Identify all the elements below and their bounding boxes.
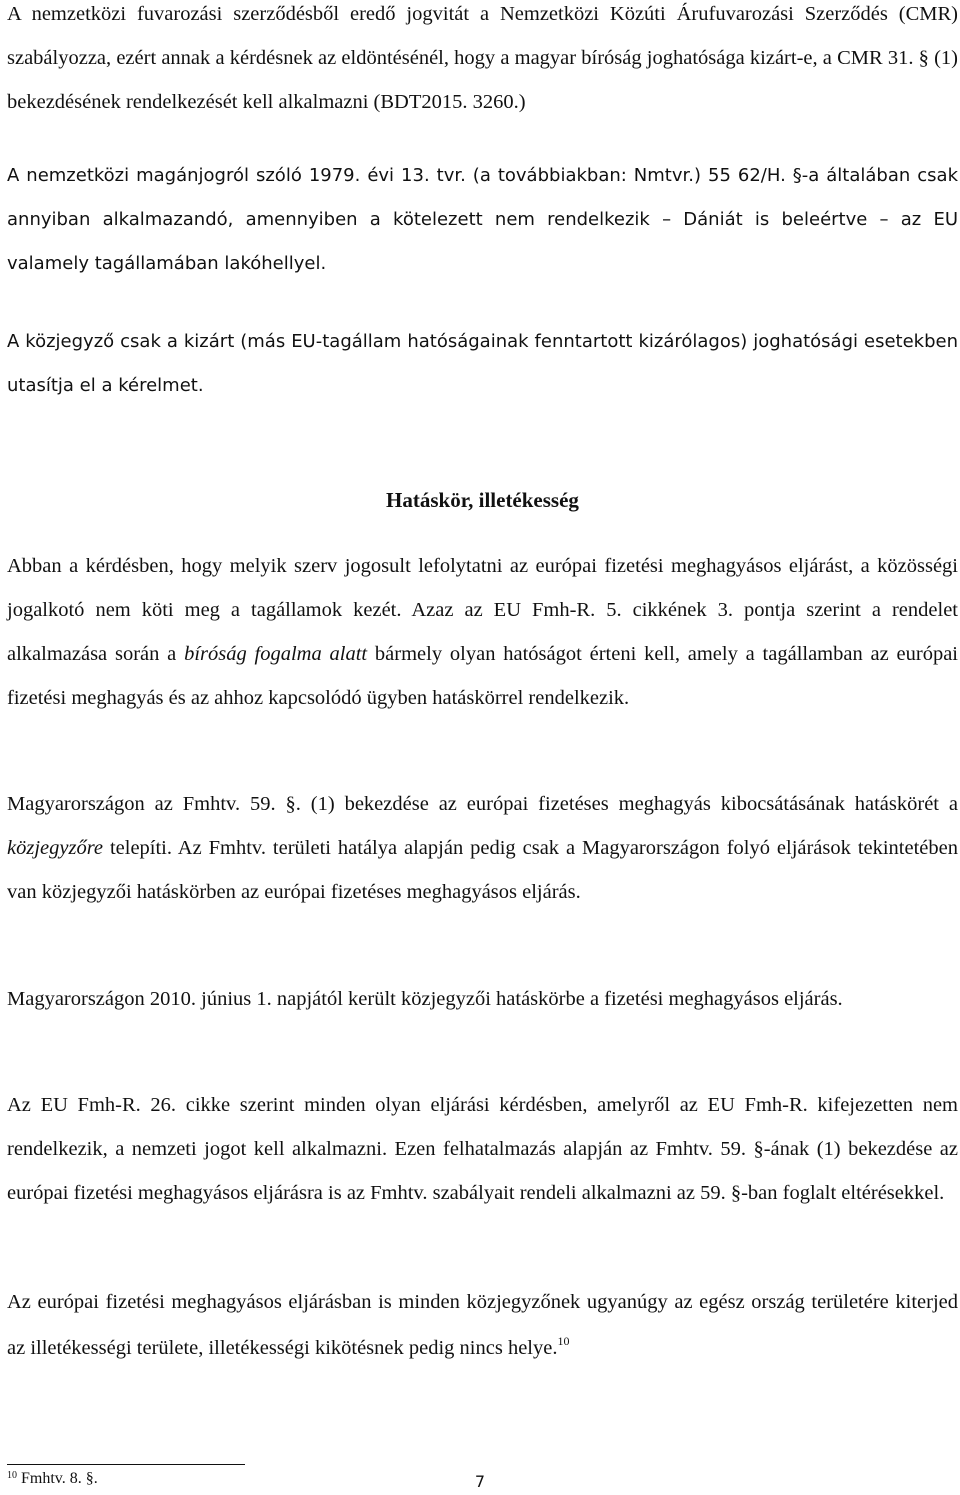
paragraph-fmhtv-text-1: Magyarországon az Fmhtv. 59. §. (1) bekezdése az európai fizetéses meghagyás kibocsátásának hatáskörét a (7, 793, 958, 815)
paragraph-hataskor-italic: bíróság fogalma alatt (184, 643, 368, 665)
footnote-divider (7, 1464, 245, 1465)
paragraph-illetekesseg (7, 1279, 958, 1371)
paragraph-2010: Magyarországon 2010. június 1. napjától került közjegyzői hatáskörbe a fizetési meghagyásos eljárás. (7, 988, 843, 1010)
footnote-number: 10 (7, 1470, 17, 1481)
paragraph-fmhtv-text-2: telepíti. Az Fmhtv. területi hatálya alapján pedig csak a Magyarországon folyó eljárások tekintetében van közjegyzői hatáskörben az európai fizetéses meghagyásos eljárás. (7, 837, 958, 903)
paragraph-illetekesseg-text: Az európai fizetési meghagyásos eljárásban is minden közjegyzőnek ugyanúgy az egész ország területére kiterjed az illetékességi területe, illetékességi kikötésnek pedig nincs helye. (7, 1291, 958, 1359)
paragraph-magyarorszagon-fmhtv (7, 782, 958, 914)
section-heading: Hatáskör, illetékesség (386, 488, 579, 512)
paragraph-kozjegyzo: A közjegyző csak a kizárt (más EU-tagállam hatóságainak fenntartott kizárólagos) joghatósági esetekben utasítja el a kérelmet. (7, 331, 958, 396)
paragraph-hataskor-text-1: Abban a kérdésben, hogy melyik szerv jogosult lefolytatni az európai fizetési meghagyásos eljárást, a közösségi jogalkotó nem köti meg a tagállamok kezét. Azaz az EU Fmh-R. 5. cikkének 3. pontja szerint a rendelet alkalmazása során a (7, 555, 958, 665)
footnote-reference[interactable]: 10 (557, 1334, 570, 1348)
paragraph-eu-fmh-r-26: Az EU Fmh-R. 26. cikke szerint minden olyan eljárási kérdésben, amelyről az EU Fmh-R. kifejezetten nem rendelkezik, a nemzeti jogot kell alkalmazni. Ezen felhatalmazás alapján az Fmhtv. 59. §-ának (1) bekezdése az európai fizetési meghagyásos eljárásra is az Fmhtv. szabályait rendeli alkalmazni az 59. §-ban foglalt eltérésekkel. (7, 1094, 958, 1204)
paragraph-hataskor (7, 544, 958, 720)
paragraph-fmhtv-italic: közjegyzőre (7, 837, 104, 859)
paragraph-nmtvr: A nemzetközi magánjogról szóló 1979. évi 13. tvr. (a továbbiakban: Nmtvr.) 55 62/H. §-a általában csak annyiban alkalmazandó, amennyiben a kötelezett nem rendelkezik – Dániát is beleértve – az EU valamely tagállamában lakóhellyel. (7, 165, 958, 274)
paragraph-hataskor-text-2: bármely olyan hatóságot érteni kell, amely a tagállamban az európai fizetési meghagyás és az ahhoz kapcsolódó ügyben hatáskörrel rendelkezik. (7, 643, 958, 709)
page-number: 7 (474, 1472, 486, 1491)
footnote-text: Fmhtv. 8. §. (17, 1470, 98, 1487)
paragraph-cmr: A nemzetközi fuvarozási szerződésből eredő jogvitát a Nemzetközi Közúti Árufuvarozási Szerződés (CMR) szabályozza, ezért annak a kérdésnek az eldöntésénél, hogy a magyar bíróság joghatósága kizárt-e, a CMR 31. § (1) bekezdésének rendelkezését kell alkalmazni (BDT2015. 3260.) (7, 3, 958, 113)
